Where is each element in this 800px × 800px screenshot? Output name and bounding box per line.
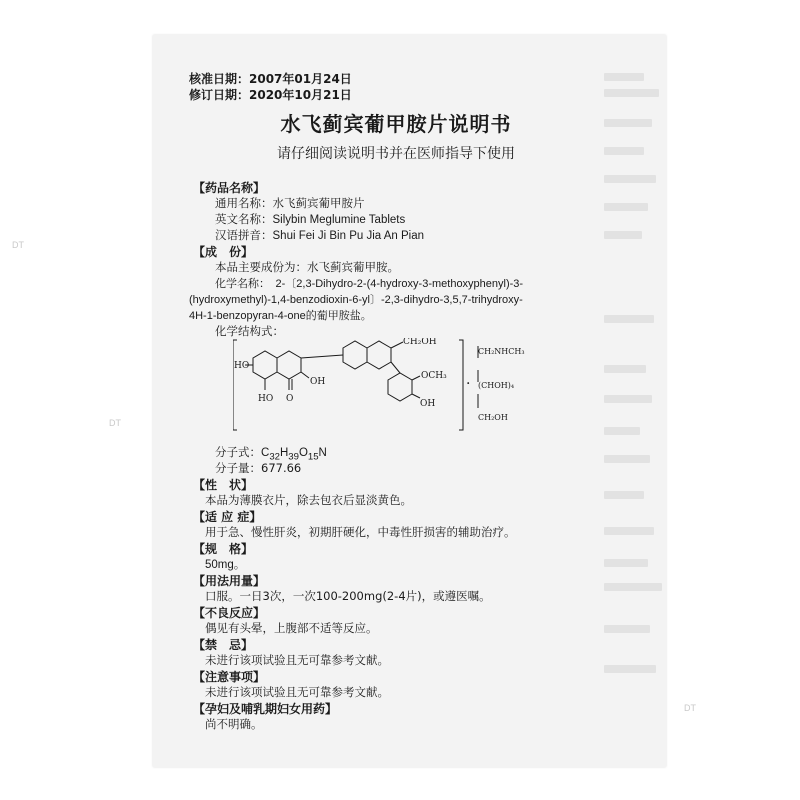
formula-value: $C_{32}H_{39}O_{15}N$: [261, 447, 327, 463]
section-heading-drug-name: 【药品名称】: [193, 181, 266, 195]
structure-label: OCH₃: [421, 371, 447, 381]
revision-date: 修订日期：2020年10月21日: [189, 88, 352, 102]
molecular-weight: 分子量：677.66: [215, 461, 302, 475]
indications-text: 用于急、慢性肝炎，初期肝硬化，中毒性肝损害的辅助治疗。: [205, 525, 516, 539]
structure-label: CH₂OH: [403, 338, 437, 347]
structure-label: OH: [420, 399, 436, 409]
chemical-name-line: 4H-1-benzopyran-4-one的葡甲胺盐。: [189, 310, 372, 322]
watermark: DT: [684, 703, 696, 713]
structure-label: ·: [466, 376, 471, 392]
adverse-reactions-text: 偶见有头晕，上腹部不适等反应。: [205, 621, 378, 635]
section-heading-composition: 【成 份】: [193, 245, 254, 259]
document-title: 水飞蓟宾葡甲胺片说明书: [280, 112, 512, 136]
document-subtitle: 请仔细阅读说明书并在医师指导下使用: [277, 146, 515, 162]
structure-label: CH₂OH: [478, 413, 508, 422]
properties-text: 本品为薄膜衣片，除去包衣后显淡黄色。: [205, 493, 412, 507]
structure-label: (CHOH)₄: [478, 381, 515, 390]
structure-label: HO: [234, 361, 250, 371]
section-heading-pregnancy: 【孕妇及哺乳期妇女用药】: [193, 702, 338, 716]
structure-label: OH: [310, 377, 326, 387]
structure-label: CH₂NHCH₃: [478, 347, 525, 356]
main-ingredient: 本品主要成份为：水飞蓟宾葡甲胺。: [215, 260, 399, 274]
generic-name: 通用名称：水飞蓟宾葡甲胺片: [215, 196, 365, 210]
chemical-name-line: 化学名称： 2-〔2,3-Dihydro-2-(4-hydroxy-3-methoxyphenyl)-3-: [215, 278, 524, 290]
pinyin-name: 汉语拼音：Shui Fei Ji Bin Pu Jia An Pian: [215, 230, 424, 242]
structure-label: O: [286, 394, 294, 404]
section-heading-specification: 【规 格】: [193, 542, 254, 556]
english-name: 英文名称：Silybin Meglumine Tablets: [215, 214, 406, 226]
specification-text: 50mg。: [205, 559, 246, 571]
dosage-text: 口服。一日3次，一次100-200mg(2-4片)，或遵医嘱。: [205, 589, 491, 603]
section-heading-adverse-reactions: 【不良反应】: [193, 606, 266, 620]
section-heading-contraindications: 【禁 忌】: [193, 638, 254, 652]
pregnancy-text: 尚不明确。: [205, 717, 263, 731]
section-heading-dosage: 【用法用量】: [193, 574, 266, 588]
formula-label: 分子式：: [215, 445, 261, 459]
structure-label: 化学结构式：: [215, 324, 284, 338]
watermark: DT: [12, 240, 24, 250]
section-heading-properties: 【性 状】: [193, 478, 254, 492]
approval-date: 核准日期：2007年01月24日: [189, 72, 352, 86]
structure-label: HO: [258, 394, 274, 404]
chemical-structure-diagram: [233, 338, 533, 438]
leaflet-sheet: [153, 35, 666, 767]
section-heading-precautions: 【注意事项】: [193, 670, 266, 684]
contraindications-text: 未进行该项试验且无可靠参考文献。: [205, 653, 389, 667]
section-heading-indications: 【适 应 症】: [193, 510, 262, 524]
watermark: DT: [109, 418, 121, 428]
leaflet-content: [153, 35, 666, 767]
precautions-text: 未进行该项试验且无可靠参考文献。: [205, 685, 389, 699]
chemical-name-line: (hydroxymethyl)-1,4-benzodioxin-6-yl〕-2,3-dihydro-3,5,7-trihydroxy-: [189, 294, 523, 306]
